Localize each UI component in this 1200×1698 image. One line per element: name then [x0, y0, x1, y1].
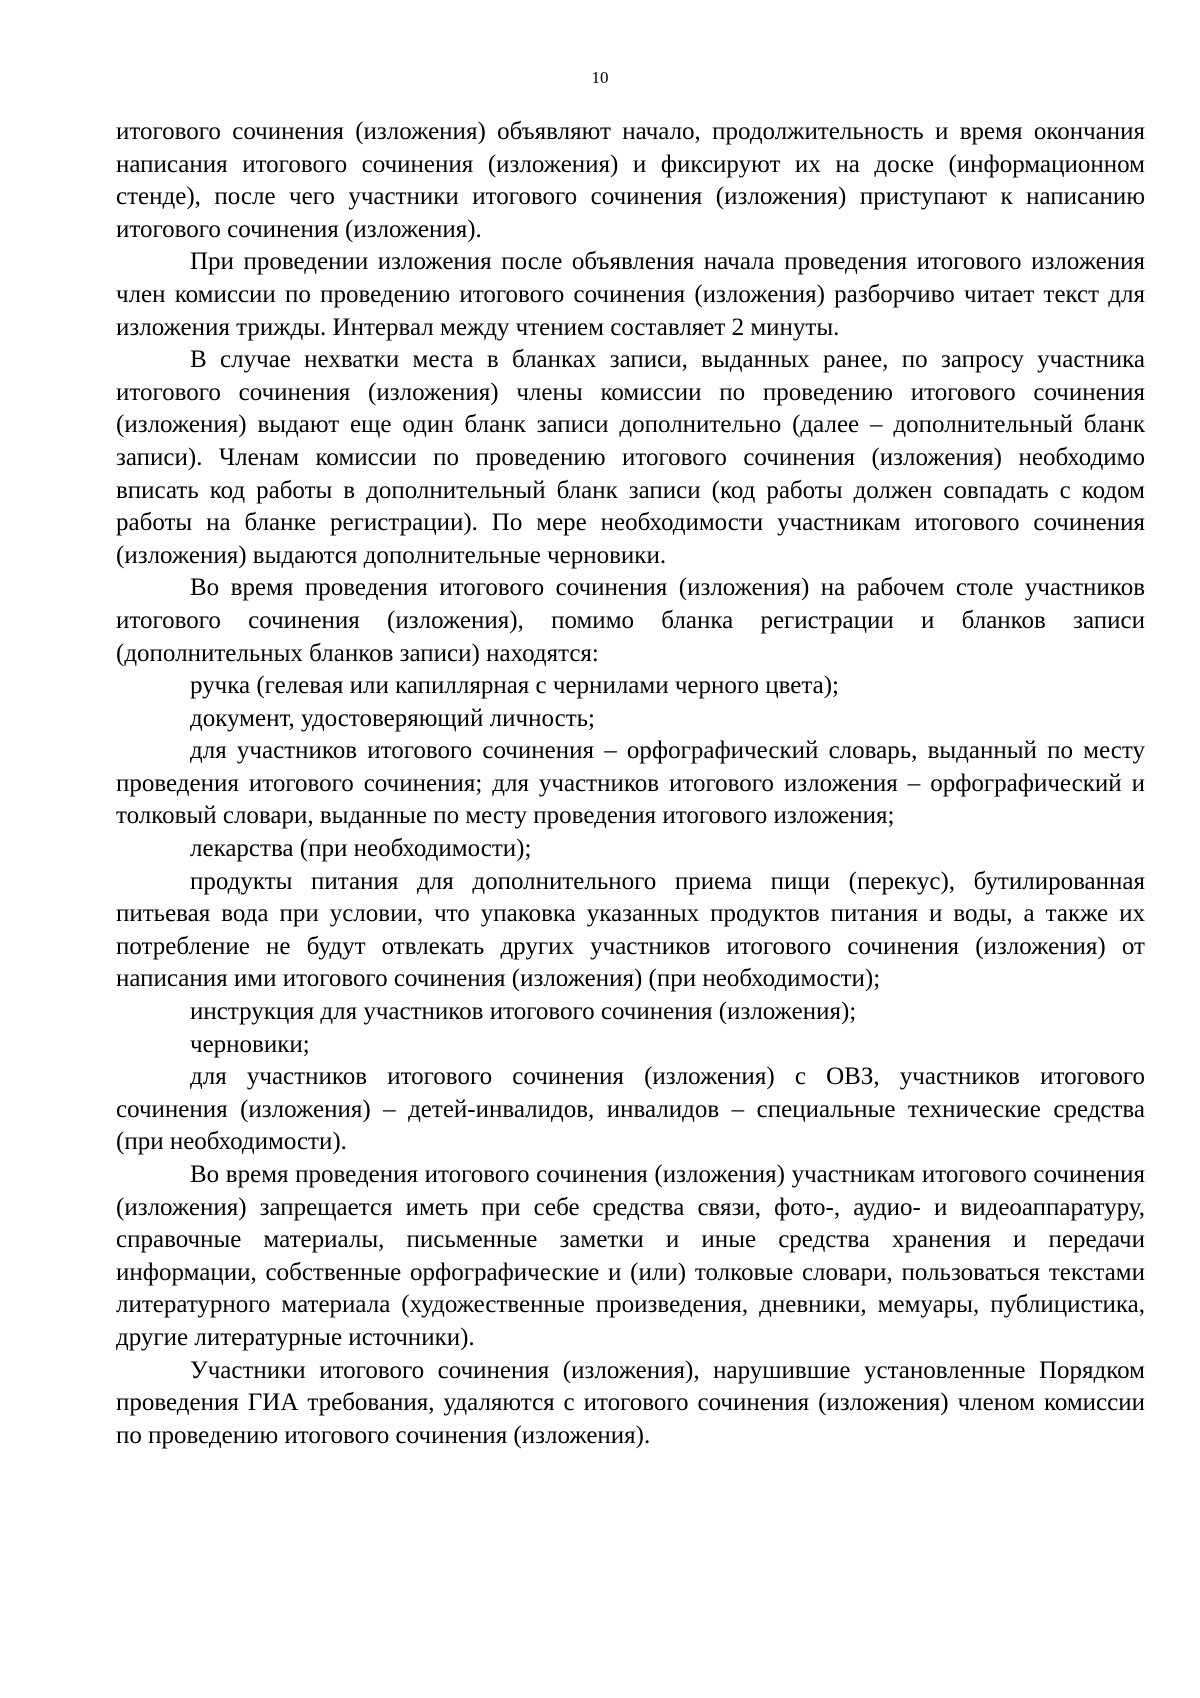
- paragraph-prohibitions: Во время проведения итогового сочинения (изложения) участникам итогового сочинения (изложения) запрещается иметь при себе средства связи, фото-, аудио- и видеоаппаратуру, справочные материалы, письменные заметки и иные средства хранения и передачи информации, собственные орфографические и (или) толковые словари, пользоваться текстами литературного материала (художественные произведения, дневники, мемуары, публицистика, другие литературные источники).: [116, 1161, 1145, 1351]
- paragraph-removal: Участники итогового сочинения (изложения), нарушившие установленные Порядком проведения ГИА требования, удаляются с итогового сочинения (изложения) членом комиссии по проведению итогового сочинения (изложения).: [116, 1356, 1145, 1449]
- page-number: 10: [591, 68, 609, 87]
- paragraph-additional-forms: В случае нехватки места в бланках записи, выданных ранее, по запросу участника итогового сочинения (изложения) члены комиссии по проведению итогового сочинения (изложения) выдают еще один бланк записи дополнительно (далее – дополнительный бланк записи). Членам комиссии по проведению итогового сочинения (изложения) необходимо вписать код работы в дополнительный бланк записи (код работы должен совпадать с кодом работы на бланке регистрации). По мере необходимости участникам итогового сочинения (изложения) выдаются дополнительные черновики.: [116, 346, 1145, 569]
- document-body: [116, 116, 1145, 1452]
- list-item-instructions: инструкция для участников итогового сочинения (изложения);: [190, 998, 857, 1026]
- list-item-special-equipment: для участников итогового сочинения (изложения) с ОВЗ, участников итогового сочинения (изложения) – детей-инвалидов, инвалидов – специальные технические средства (при необходимости).: [116, 1063, 1145, 1156]
- paragraph-desk-items-intro: Во время проведения итогового сочинения (изложения) на рабочем столе участников итогового сочинения (изложения), помимо бланка регистрации и бланков записи (дополнительных бланков записи) находятся:: [116, 574, 1145, 667]
- list-item-pen: ручка (гелевая или капиллярная с чернилами черного цвета);: [190, 672, 839, 700]
- list-item-medicine: лекарства (при необходимости);: [190, 835, 532, 863]
- list-item-id-document: документ, удостоверяющий личность;: [190, 704, 595, 732]
- paragraph-reading-procedure: При проведении изложения после объявления начала проведения итогового изложения член комиссии по проведению итогового сочинения (изложения) разборчиво читает текст для изложения трижды. Интервал между чтением составляет 2 минуты.: [116, 248, 1145, 341]
- list-item-drafts: черновики;: [190, 1030, 310, 1058]
- list-item-dictionaries: для участников итогового сочинения – орфографический словарь, выданный по месту проведения итогового сочинения; для участников итогового изложения – орфографический и толковый словари, выданные по месту проведения итогового изложения;: [116, 737, 1145, 830]
- list-item-food-water: продукты питания для дополнительного приема пищи (перекус), бутилированная питьевая вода при условии, что упаковка указанных продуктов питания и воды, а также их потребление не будут отвлекать других участников итогового сочинения (изложения) от написания ими итогового сочинения (изложения) (при необходимости);: [116, 867, 1145, 993]
- paragraph-continuation: итогового сочинения (изложения) объявляют начало, продолжительность и время окончания написания итогового сочинения (изложения) и фиксируют их на доске (информационном стенде), после чего участники итогового сочинения (изложения) приступают к написанию итогового сочинения (изложения).: [116, 118, 1145, 243]
